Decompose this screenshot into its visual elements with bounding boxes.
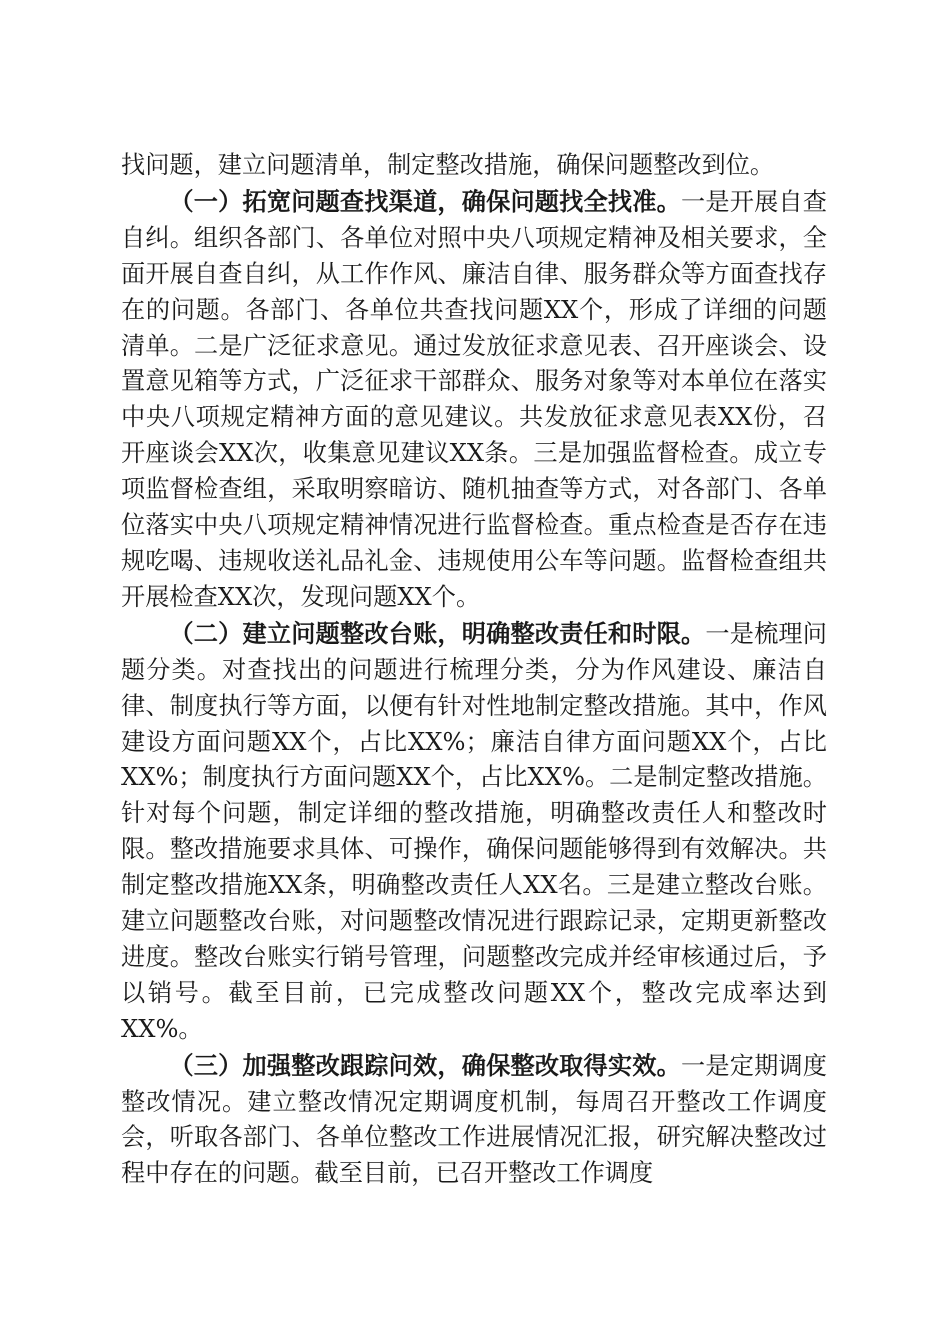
paragraph-body: 找问题，建立问题清单，制定整改措施，确保问题整改到位。 [121, 151, 775, 179]
paragraph-section-2 [121, 616, 827, 1048]
paragraph-section-1 [121, 184, 827, 616]
section-heading: （二）建立问题整改台账，明确整改责任和时限。 [169, 618, 706, 648]
section-heading: （一）拓宽问题查找渠道，确保问题找全找准。 [169, 186, 681, 216]
paragraph-continuation [121, 148, 827, 184]
paragraph-body: 一是定期调度整改情况。建立整改情况定期调度机制，每周召开整改工作调度会，听取各部门、各单位整改工作进展情况汇报，研究解决整改过程中存在的问题。截至目前，已召开整改工作调度 [121, 1051, 827, 1188]
section-heading: （三）加强整改跟踪问效，确保整改取得实效。 [169, 1050, 681, 1080]
paragraph-body: 一是梳理问题分类。对查找出的问题进行梳理分类，分为作风建设、廉洁自律、制度执行等方面，以便有针对性地制定整改措施。其中，作风建设方面问题XX个，占比XX%；廉洁自律方面问题XX个，占比XX%；制度执行方面问题XX个，占比XX%。二是制定整改措施。针对每个问题，制定详细的整改措施，明确整改责任人和整改时限。整改措施要求具体、可操作，确保问题能够得到有效解决。共制定整改措施XX条，明确整改责任人XX名。三是建立整改台账。建立问题整改台账，对问题整改情况进行跟踪记录，定期更新整改进度。整改台账实行销号管理，问题整改完成并经审核通过后，予以销号。截至目前，已完成整改问题XX个，整改完成率达到XX%。 [121, 619, 827, 1043]
document-body [121, 148, 827, 1192]
paragraph-body: 一是开展自查自纠。组织各部门、各单位对照中央八项规定精神及相关要求，全面开展自查自纠，从工作作风、廉洁自律、服务群众等方面查找存在的问题。各部门、各单位共查找问题XX个，形成了详细的问题清单。二是广泛征求意见。通过发放征求意见表、召开座谈会、设置意见箱等方式，广泛征求干部群众、服务对象等对本单位在落实中央八项规定精神方面的意见建议。共发放征求意见表XX份，召开座谈会XX次，收集意见建议XX条。三是加强监督检查。成立专项监督检查组，采取明察暗访、随机抽查等方式，对各部门、各单位落实中央八项规定精神情况进行监督检查。重点检查是否存在违规吃喝、违规收送礼品礼金、违规使用公车等问题。监督检查组共开展检查XX次，发现问题XX个。 [121, 187, 827, 611]
paragraph-section-3 [121, 1048, 827, 1193]
